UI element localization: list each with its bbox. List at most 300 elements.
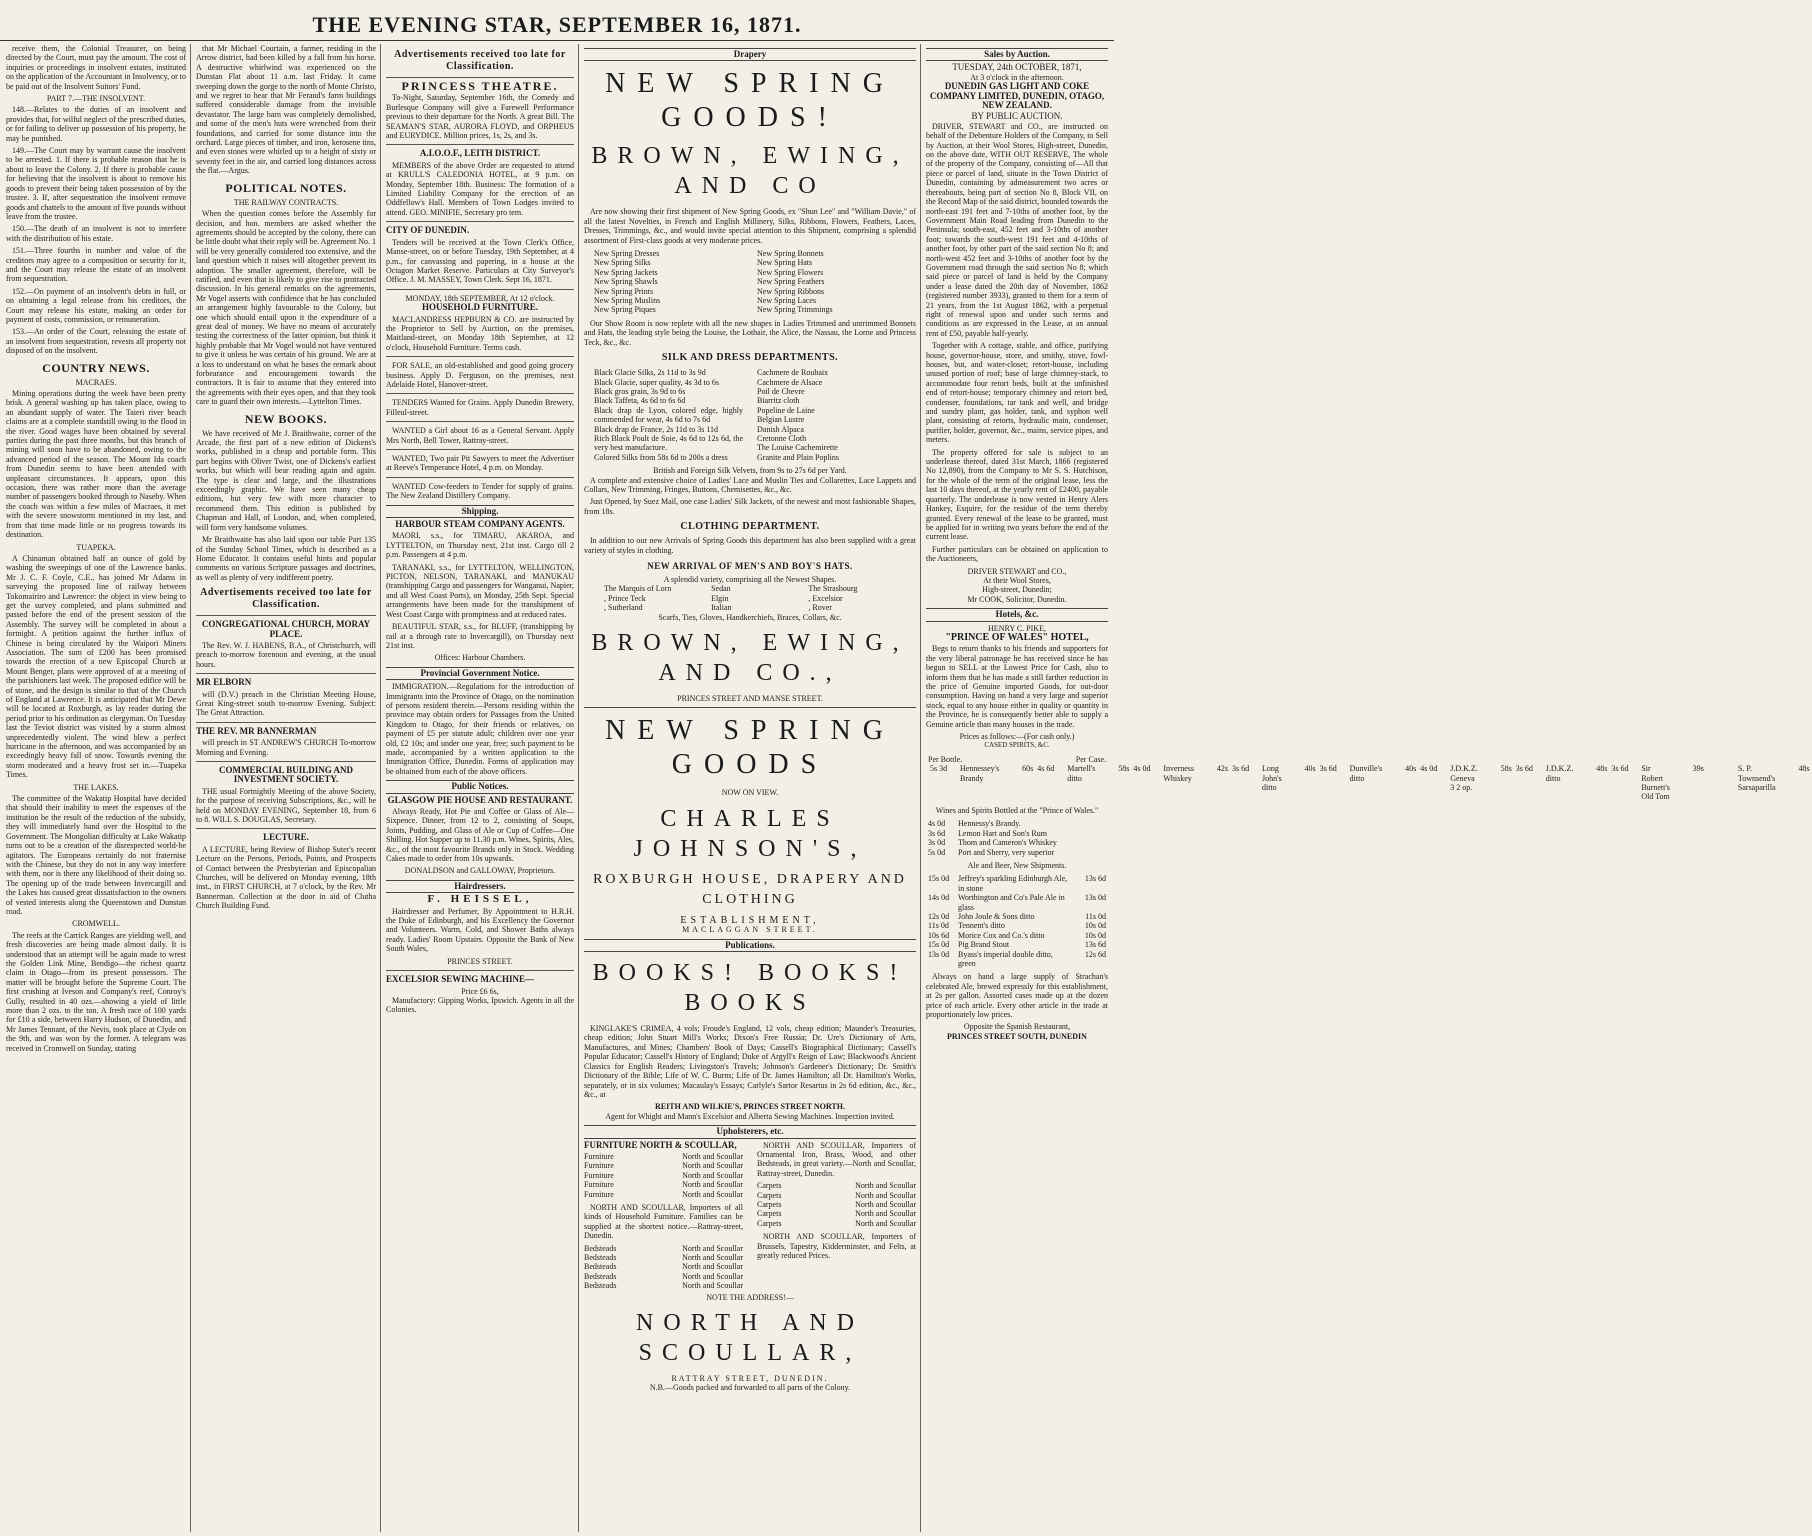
price-rows (926, 764, 1810, 802)
case-price: 48s (1798, 764, 1810, 774)
ad-body: BEAUTIFUL STAR, s.s., for BLUFF, (transhipping by rail at a through rate to Invercargill), on Thursday next 21st inst. (386, 622, 574, 650)
ad-body: Hairdresser and Perfumer, By Appointment to H.R.H. the Duke of Edinburgh, and his Excellency the Governor and Volunteers. Warm, Cold, and Shower Baths always ready. Ladies' Room Upstairs. Opposite the Bank of New South Wales, (386, 906, 574, 954)
list-item: New Spring Laces (757, 296, 817, 306)
ad-body: Further particulars can be obtained on application to the Auctioneers, (926, 544, 1108, 564)
spring-goods-left (594, 249, 743, 315)
item-value: North and Scoullar (682, 1243, 743, 1253)
section-heading: POLITICAL NOTES. (225, 180, 347, 195)
case-price: 48s (1596, 764, 1608, 774)
case-price: 42s (1216, 764, 1228, 774)
ad-title: F. HEISSEL, (427, 893, 533, 906)
price-header (926, 755, 1108, 764)
advertisement (386, 421, 574, 445)
ad-body: IMMIGRATION.—Regulations for the introduction of Immigrants into the Province of Otago, on the nomination of persons resident therein.—Persons residing within the province may obtain orders for Passages from the United Kingdom to Otago, for their friends or relatives, on payment of £5 per statute adult; children over one year old, £2 10s; and under one year, free; such payment to be made, accompanied by a written application to the Immigration Office, Dunedin. Forms of application may be obtained from each of the above officers. (386, 682, 574, 776)
bottle-price: 5s 3d (930, 764, 948, 774)
ad-title: HOUSEHOLD FURNITURE. (421, 302, 538, 313)
ad-body: MEMBERS of the above Order are requested to attend at KRULL'S CALEDONIA HOTEL, at 9 p.m. on Monday, September 18th. Business: The formation of a Limited Liability Company for the erection of an Oddfellow's Hall. Members of Town Lodges invited to attend. GEO. MINIFIE, Secretary pro tem. (386, 160, 574, 217)
section-label: Hairdressers. (386, 880, 574, 893)
bottle-price: 4s 0d (928, 819, 946, 829)
ad-body: To-Night, Saturday, September 16th, the Comedy and Burlesque Company will give a Farewell Performance previous to their departure for the North. A great Bill. The SEAMAN'S STAR, AURORA FLOYD, and ORPHEUS and EURYDICE. Million prices, 1s, 2s, and 3s. (386, 93, 574, 141)
price-row (926, 921, 1108, 930)
ad-title: CONGREGATIONAL CHURCH, MORAY PLACE. (201, 619, 371, 639)
auction-date: TUESDAY, 24th OCTOBER, 1871, (952, 62, 1082, 73)
column-5 (922, 44, 1810, 1532)
article-text: The committee of the Wakatip Hospital have decided that should their inability to meet the expenses of the institution be the result of the reduction of the subsidy, they will immediately hand over the Hospital to the Government. The Mongolian difficulty at Lake Wakatip turns out to be a creation of the disrespected world-be agitators. The Europeans certainly do not fraternise with the Chinese, but they do not in any way interfere with them, nor is there any likelihood of their doing so. The opening up of the trade between Invercargill and the Lakes has caused great dissatisfaction to the owners of vested interests along the Queenstown and Dunstan road. (6, 794, 186, 916)
display-heading: ROXBURGH HOUSE, DRAPERY AND CLOTHING (593, 871, 907, 907)
ad-title: HARBOUR STEAM COMPANY AGENTS. (395, 519, 565, 530)
ad-title: HENRY C. PIKE, (988, 623, 1046, 633)
ad-address: RATTRAY STREET, DUNEDIN. (671, 1374, 829, 1384)
item-value: North and Scoullar (682, 1271, 743, 1281)
item-value: North and Scoullar (682, 1151, 743, 1161)
item-name: John Joule & Sons ditto (958, 911, 1035, 921)
item-label: Bedsteads (584, 1271, 617, 1281)
advertisement (386, 144, 574, 217)
list-item: Black Glacie, super quality, 4s 3d to 6s (594, 377, 720, 387)
column-2 (192, 44, 380, 1532)
section-heading: NEW BOOKS. (244, 411, 328, 426)
article-text: A Chinaman obtained half an ounce of gold by washing the sweepings of one of the Lawrence banks. Mr J. C. F. Coyle, C.E., has joined Mr Adams in surveying the proposed line of railway between Tokomairiro and Lawrence: the object in view being to get the survey completed, and plans submitted and passed before the end of the present session of the Assembly. The survey will be completed in about a fortnight. A petition against the further influx of Chinese is being circulated by the Waipori Miners Association. The sum of £200 has been promised towards the erection of a new Episcopal Church at Mount Benger, plans were approved of at a meeting of the parishioners last week. The proposed edifice will be of stone, and the design is similar to that of the Church of England at Lawrence. It is anticipated that Mr Dewe will be located at Roxburgh, as lay reader during the period prior to his ordination as clergyman. On Tuesday last the Teviot district was visited by a storm almost unprecedentedly violent. The wind blew a perfect hurricane in the afternoon, and was accompanied by an exceedingly heavy fall of snow. Towards evening the storm moderated and a heavy frost set in.—Tuapeka Times. (6, 553, 186, 780)
price-row (926, 819, 1108, 828)
case-price: 13s 6d (1084, 940, 1106, 950)
ad-line: BY PUBLIC AUCTION. (971, 111, 1063, 122)
item-value: North and Scoullar (855, 1199, 916, 1209)
item-label: Furniture (584, 1180, 614, 1190)
item-label: Furniture (584, 1170, 614, 1180)
case-price: 11s 0d (1085, 911, 1106, 921)
table-row (604, 594, 896, 603)
case-price: 40s (1405, 764, 1417, 774)
ad-body: Always Ready, Hot Pie and Coffee or Glass of Ale—Sixpence. Dinner, from 12 to 2, consisting of Soups, Joints, Pudding, and Glass of Ale or Cup of Coffee—One Shilling. Hot Supper up to 11.30 p.m. Wines, Spirits, Ales, &c., of the most favourite Brands only in Stock. Wedding Cakes made to order from 10s upwards. (386, 807, 574, 864)
price-row (926, 931, 1108, 940)
bottle-price: 3s 6d (928, 828, 946, 838)
column-rule (578, 44, 579, 1532)
price-row (1035, 764, 1131, 802)
price-header-case: Per Case. (1075, 754, 1106, 764)
ad-title: THE REV. MR BANNERMAN (196, 725, 317, 736)
display-heading: NEW SPRING GOODS (605, 715, 895, 781)
ad-line: NOW ON VIEW. (721, 788, 779, 798)
section-subheading: CROMWELL. (72, 919, 120, 929)
price-row (928, 764, 1035, 802)
list-item (584, 1161, 743, 1170)
price-rows (926, 819, 1108, 857)
bedstead-rows (584, 1244, 743, 1291)
list-item: New Spring Shawls (594, 277, 658, 287)
display-heading: BROWN, EWING, AND CO., (591, 630, 909, 687)
item-value: North and Scoullar (682, 1180, 743, 1190)
section-subheading: THE LAKES. (73, 782, 119, 792)
price-row (1230, 764, 1318, 802)
table-row (604, 584, 896, 593)
bottle-price: 3s 6d (1515, 764, 1533, 774)
list-item: Colored Silks from 58s 6d to 200s a dress (594, 452, 728, 462)
item-value: North and Scoullar (682, 1189, 743, 1199)
furniture-rows (584, 1152, 743, 1199)
table-cell: The Strasbourg (808, 584, 858, 594)
ad-address: REITH AND WILKIE'S, PRINCES STREET NORTH. (655, 1102, 845, 1112)
ad-body: The property offered for sale is subject to an underlease thereof, dated 31st March, 1866 (registered No 12,890), from the Company to Mr S. S. Hutchison, for the whole of the term of the original lease, less the last 10 days thereof, at the yearly rent of £2400, payable quarterly. The underlease is now vested in Henry Alers Hankey, Esquire, for the residue of the term thereby granted. Every renewal of the lease to be granted, must be applied for in writing two years before the end of the current lease. (926, 447, 1108, 542)
item-label: Carpets (757, 1199, 782, 1209)
item-name: Port and Sherry, very superior (958, 847, 1055, 857)
table-cell: Elgin (711, 593, 729, 603)
item-label: Bedsteads (584, 1281, 617, 1291)
ad-body: NORTH AND SCOULLAR, Importers of all kinds of Household Furniture. Families can be supplied at the shortest notice.—Rattray-street, Dunedin. (584, 1202, 743, 1241)
item-name: Worthington and Co's Pale Ale in glass (958, 893, 1065, 912)
case-price (1072, 848, 1106, 857)
column-3 (382, 44, 578, 1532)
column-4 (580, 44, 920, 1532)
column-rule (920, 44, 921, 1532)
ad-date: MONDAY, 18th SEPTEMBER, At 12 o'clock. (405, 293, 555, 303)
case-price: 60s (1022, 764, 1034, 774)
section-subheading: MACRAES. (75, 377, 117, 387)
ad-body: A LECTURE, being Review of Bishop Suter's recent Lecture on the Persons, Periods, Points, and Prospects of Contact between the Presbyterian and Episcopalian Churches, will be delivered on Monday evening, 18th inst., in FIRST CHURCH, at 7 o'clock, by the Rev. Mr Bannerman. Collection at the door in aid of Clutha Church Building Fund. (196, 844, 376, 911)
advertisement (386, 289, 574, 352)
list-item: Cachmere de Alsace (757, 377, 823, 387)
bottle-price: 12s 0d (928, 911, 950, 921)
item-label: Carpets (757, 1218, 782, 1228)
list-item: Belgian Lustre (757, 415, 805, 425)
article-text: 148.—Relates to the duties of an insolvent and provides that, for wilful neglect of the prescribed duties, or for failing to deliver up possession of his property, he may be punished. (6, 105, 186, 143)
ad-line: N.B.—Goods packed and forwarded to all parts of the Colony. (649, 1383, 851, 1393)
upholstery-grid (584, 1141, 916, 1291)
silk-list-left (594, 368, 743, 462)
article-text: 153.—An order of the Court, releasing the estate of an insolvent from sequestration, revests all property not disposed of on the insolvent. (6, 327, 186, 356)
ad-title: GLASGOW PIE HOUSE AND RESTAURANT. (387, 794, 573, 805)
section-label: Sales by Auction. (926, 48, 1108, 61)
ad-body: MAORI, s.s., for TIMARU, AKAROA, and LYTTELTON, on Thursday next, 21st inst. Cargo till 2 p.m. Passengers at 4 p.m. (386, 531, 574, 560)
display-heading: BOOKS! BOOKS! BOOKS (592, 960, 908, 1017)
list-item: New Spring Prints (594, 286, 654, 296)
item-name: Hennessey's Brandy (960, 764, 1000, 783)
ad-signature: DRIVER STEWART and CO., (967, 566, 1067, 576)
divider (584, 707, 916, 708)
ad-body: will (D.V.) preach in the Christian Meeting House, Great King-street south to-morrow Evening. Subject: The Great Attraction. (196, 689, 376, 718)
item-name: Sir Robert Burnett's Old Tom (1641, 764, 1670, 802)
section-label: Publications. (584, 939, 916, 952)
section-heading: COUNTRY NEWS. (42, 360, 150, 375)
table-cell: , Prince Teck (604, 593, 646, 603)
item-label: Furniture (584, 1151, 614, 1161)
ad-address: PRINCES STREET AND MANSE STREET. (677, 694, 823, 704)
table-cell: , Rover (808, 603, 832, 613)
ad-title: A.I.O.O.F., LEITH DISTRICT. (419, 148, 541, 159)
ad-body: KINGLAKE'S CRIMEA, 4 vols; Froude's England, 12 vols, cheap edition; Maunder's Treasuries, cheap edition; John Stuart Mill's Works; Dixon's Free Russia; Dr. Ure's Dictionary of Arts, Manufactures, and Mines; Chambers' Book of Days; Cassell's Biographical Dictionary; Cassell's Popular Educator; Cassell's History of England; Duke of Argyll's Reign of Law; Blackwood's Ancient Classics for English Readers; Livingston's Travels; Johnson's Gardener's Dictionary; Dr. Smith's Dictionary of the Bible; Life of W. C. Burns; Life of Dr. James Hamilton; all Dr. Hamilton's Works, separately, or in six volumes; Macaulay's Essays; Carlyle's Sartor Resartus in 2s 6d edition, &c., &c., &c., at (584, 1024, 916, 1099)
list-item (584, 1152, 743, 1161)
ad-signature: DONALDSON and GALLOWAY, Proprietors. (404, 866, 556, 876)
price-row (1318, 764, 1419, 802)
case-price: 58s (1500, 764, 1512, 774)
case-price: 12s 6d (1084, 949, 1106, 959)
bottle-price: 4s 0d (1420, 764, 1438, 774)
item-label: Carpets (757, 1190, 782, 1200)
case-price: 10s 0d (1084, 921, 1106, 931)
price-row (926, 950, 1108, 969)
list-item: Black Taffeta, 4s 6d to 6s 6d (594, 396, 686, 406)
ad-address: MACLAGGAN STREET. (682, 925, 818, 935)
price-row (926, 912, 1108, 921)
ad-title: "PRINCE OF WALES" HOTEL, (945, 631, 1089, 643)
price-row (926, 829, 1108, 838)
case-price: 58s (1118, 764, 1130, 774)
item-name: Morice Cox and Co.'s ditto (958, 930, 1045, 940)
list-item: Cachmere de Roubaix (757, 368, 829, 378)
ad-title: DUNEDIN GAS LIGHT AND COKE COMPANY LIMITED, DUNEDIN, OTAGO, NEW ZEALAND. (929, 81, 1105, 111)
section-label: Drapery (584, 48, 916, 61)
case-price (1072, 838, 1106, 847)
carpet-rows (757, 1181, 916, 1228)
ad-body: Together with A cottage, stable, and office, purifying house, governor-house, store, and smithy, stove, fowl-houses, but, and water-closet; retort-house, including unused portion of roof; base of large chimney-stack, to accommodate four retort beds, built at the unfinished end of retort-house; temporary chimney and retort bed, condenser, foundations, tar tank and well, and bridge and sundry plant, gas holder, tank, and syphon well plant, consisting of retorts, hydraulic main, condenser, purifier, holder, governor, &c., mains, service pipes, and meters. (926, 341, 1108, 445)
auction-time: At 3 o'clock in the afternoon. (970, 72, 1064, 82)
ad-body: DRIVER, STEWART and CO., are instructed on behalf of the Debenture Holders of the Company, to Sell by Auction, at their Wool Stores, High-street, Dunedin, on the above date, WITH OUT RESERVE, The whole of the property of the Company, consisting of—All that piece or parcel of land, situate in the Town District of Dunedin, containing by admeasurement two acres or thereabouts, being part of section No 8, Block VII, on the Record Map of the said district, bounded towards the north-east 191 feet and 7-10ths of another foot, by the Government Main Road leading from Dunedin to the Peninsula; south-east, 452 feet and 3-10ths of another foot; towards the south-west 191 feet and 4-10ths of another foot, by other part of the said section No 8; and north-west 452 feet and 3-10ths of another foot by the Government road through the said section No 8; which said piece or parcel of land is held by the Company under a lease dated the 20th day of November, 1862 (registered number 3933), granted to them for a term of 21 years, from the 1st August 1862, with a perpetual right of renewal upon and under such terms and conditions as are expressed in the Lease, at an annual rent of £50, payable half-yearly. (926, 121, 1108, 338)
bottle-price (1708, 764, 1738, 802)
list-item: Rich Black Poult de Soie, 4s 6d to 12s 6d, the very best manufacture. (594, 433, 743, 453)
price-row (926, 893, 1108, 912)
ad-line: Prices as follows:—(For cash only.) (959, 732, 1075, 742)
item-value: North and Scoullar (855, 1218, 916, 1228)
silk-list (594, 368, 906, 462)
ad-title: COMMERCIAL BUILDING AND INVESTMENT SOCIETY. (218, 765, 353, 785)
bottle-price: 5s 0d (928, 847, 946, 857)
ad-body: Manufactory: Gipping Works, Ipswich. Agents in all the Colonies. (386, 995, 574, 1015)
item-label: Furniture (584, 1189, 614, 1199)
section-heading: NEW ARRIVAL OF MEN'S AND BOY'S HATS. (647, 561, 853, 571)
list-item: The Louise Cachemirette (757, 443, 838, 453)
ad-line: Scarfs, Ties, Gloves, Handkerchiefs, Braces, Collars, &c. (658, 612, 842, 622)
item-label: Bedsteads (584, 1262, 617, 1272)
price-list (926, 754, 1810, 802)
price-header-bottle: Per Bottle. (928, 754, 963, 764)
ad-body: Begs to return thanks to his friends and supporters for the very liberal patronage he has received since he has begun to SELL at the Lowest Price for Cash, also to inform them that he has made a still farther reduction in the price of Genuine imported Goods, for out-door consumption. Having on hand a very large and superior stock, equal to any house either in quality or quantity in the Province, he is consequently better able to supply a Genuine article than many houses in the trade. (926, 644, 1108, 729)
advertisement (386, 356, 574, 389)
spring-goods-right (757, 249, 906, 315)
ad-body: FOR SALE, an old-established and good going grocery business. Apply D. Ferguson, on the premises, next Adelaide Hotel, Hanover-street. (386, 361, 574, 389)
hats-table (584, 584, 916, 612)
ad-signature: At their Wool Stores, (983, 575, 1051, 585)
bottle-price: 10s 6d (928, 930, 950, 940)
list-item: New Spring Flowers (757, 267, 824, 277)
ad-body: THE usual Fortnightly Meeting of the above Society, for the purpose of receiving Subscriptions, &c., will be held on MONDAY EVENING, September 18, from 6 to 8. WILL S. DOUGLAS, Secretary. (196, 786, 376, 825)
ad-title: FURNITURE NORTH & SCOULLAR, (584, 1139, 737, 1150)
article-text: When the question comes before the Assembly for decision, and hon. members are asked whether the agreements should be accepted by the colony, there can be little doubt what their reply will be. Agreement No. 1 will be very generally considered too extensive, and the land question which it raises will altogether prevent its adoption. The smaller agreement, therefore, will be ratified, and even that is likely to give rise to protracted discussion. In his general remarks on the agreements, Mr Vogel asserts with confidence that he has concluded an arrangement highly favourable to the Colony, but one which should entail upon it the expenditure of a great deal of money. We have no means of accurately testing the correctness of the latter opinion, but think it highly probable that Mr Vogel would not have ventured to give it unless he was certain of his ground. We are at a loss to understand on what he bases the remark about forbearance and encouragement towards the contractors. It is fair to assume that they entered into the agreements with their eyes open, and that they took care to guard their own interests.—Lyttelton Times. (196, 209, 376, 407)
table-cell: , Excelsior (808, 593, 843, 603)
advertisement (196, 673, 376, 718)
silk-list-right (757, 368, 906, 462)
ad-address: PRINCES STREET. (447, 956, 513, 966)
price-row (1706, 764, 1812, 802)
list-item: Black drap de Lyon, colored edge, highly commended for wear, 4s 6d to 7s 6d (594, 405, 743, 425)
price-row (926, 874, 1108, 893)
ad-body: WANTED a Girl about 16 as a General Servant. Apply Mrs North, Bell Tower, Rattray-street. (386, 426, 574, 445)
display-heading: BROWN, EWING, AND CO (591, 143, 909, 200)
bottle-price: 14s 0d (928, 893, 950, 903)
advertisement (386, 393, 574, 417)
ad-body: Always on hand a large supply of Strachan's celebrated Ale, brewed expressly for this establishment, at 2s per gallon. Assorted cases made up at the dozen price of each article. Every other article in the trade at proportionately low prices. (926, 972, 1108, 1019)
section-label: Upholsterers, etc. (584, 1125, 916, 1138)
bottle-price: 3s 6d (1231, 764, 1250, 774)
list-item (757, 1181, 916, 1190)
item-value: North and Scoullar (682, 1262, 743, 1272)
item-name: J.D.K.Z. Geneva 3 2 op. (1450, 764, 1478, 793)
case-price (1072, 819, 1106, 828)
price-row (1131, 764, 1230, 802)
list-item: New Spring Silks (594, 258, 651, 268)
advertisement (196, 828, 376, 910)
advertisement (196, 761, 376, 824)
article-text: that Mr Michael Courtain, a farmer, residing in the Arrow district, had been killed by a fall from his horse. A destructive whirlwind was experienced on the Dunstan Flat about 11 a.m. last Friday. It came sweeping down the gorge to the north of Monte Christo, and we regret to hear that Mr Ferand's farm buildings suffered considerable damage from the invisible devastator. The large barn was completely demolished, and some of the men's huts were wrenched from their foundations, and carried for some distance into the orchard. Large pieces of timber, and iron, kerosene tins, and even stones were whirled up to a height of sixty or seventy feet in the air, and carried long distances across the flat.—Argus. (196, 44, 376, 176)
list-item (757, 1209, 916, 1218)
item-name: Hennessy's Brandy. (958, 819, 1021, 829)
advertisement (196, 615, 376, 669)
item-name: Pig Brand Stout (958, 940, 1010, 950)
table-row (604, 603, 896, 612)
bottle-price: 15s 0d (928, 874, 950, 884)
price-row (1418, 764, 1514, 802)
list-item: New Spring Dresses (594, 249, 660, 259)
price-row (1609, 764, 1706, 802)
item-value: North and Scoullar (682, 1170, 743, 1180)
section-heading: SILK AND DRESS DEPARTMENTS. (661, 352, 839, 364)
item-label: Carpets (757, 1209, 782, 1219)
list-item (584, 1281, 743, 1290)
item-name: Tennent's ditto (958, 921, 1005, 931)
ad-signature: Mr COOK, Solicitor, Dunedin. (967, 594, 1067, 604)
ad-body: The Rev. W. J. HABENS, B.A., of Christchurch, will preach to-morrow forenoon and evening, at the usual hours. (196, 640, 376, 669)
article-text: 151.—Three fourths in number and value of the creditors may agree to a composition or security for it, and the Court may release the estate of an insolvent from sequestration. (6, 246, 186, 284)
list-item (757, 1191, 916, 1200)
article-text: Mr Braithwaite has also laid upon our table Part 135 of the Sunday School Times, which is described as a Home Educator. It contains useful hints and popular comments on various Scripture passages and doctrines, as well as plenty of very indifferent poetry. (196, 535, 376, 582)
display-heading: NORTH AND SCOULLAR, (636, 1310, 864, 1367)
bottle-price: 3s 6d (1319, 764, 1337, 774)
ad-title: EXCELSIOR SEWING MACHINE— (386, 974, 535, 985)
list-item (757, 1200, 916, 1209)
ad-body: In addition to our new Arrivals of Spring Goods this department has also been supplied with a great variety of styles in clothing. (584, 536, 916, 555)
item-value: North and Scoullar (855, 1209, 916, 1219)
ad-body: WANTED Cow-feeders to Tender for supply of grains. The New Zealand Distillery Company. (386, 481, 574, 501)
list-item: Danish Alpaca (757, 424, 804, 434)
item-value: North and Scoullar (855, 1181, 916, 1191)
column-rule (190, 44, 191, 1532)
bottle-price: 13s 0d (928, 949, 950, 959)
list-item: New Spring Piques (594, 305, 656, 315)
ad-title: MR ELBORN (196, 677, 252, 688)
case-price: 10s 0d (1084, 930, 1106, 940)
table-cell: The Marquis of Lorn (604, 584, 672, 594)
section-label: Provincial Government Notice. (386, 667, 574, 680)
ad-body: NORTH AND SCOULLAR, Importers of Ornamental Iron, Brass, Wood, and other Bedsteads, in great variety.—North and Scoullar, Rattray-street, Dunedin. (757, 1140, 916, 1178)
list-item: New Spring Muslins (594, 296, 661, 306)
case-price: 39s (1692, 764, 1704, 774)
section-label: Public Notices. (386, 780, 574, 793)
case-price: 13s 6d (1084, 874, 1106, 884)
list-item: Poil de Chevre (757, 386, 805, 396)
item-name: Byass's imperial double ditto, green (958, 949, 1053, 968)
article-text: receive them, the Colonial Treasurer, on being directed by the Court, must pay the amount. The cost of inquiries or proceedings in insolvent estates, instituted on the application of the Accountant in Insolvency, or to be paid out of the Insolvent Suitors' Fund. (6, 44, 186, 91)
section-label: Hotels, &c. (926, 608, 1108, 621)
ad-title: PRINCESS THEATRE. (401, 79, 559, 93)
ad-body: TENDERS Wanted for Grains. Apply Dunedin Brewery, Filleul-street. (386, 398, 574, 417)
advertisement (386, 449, 574, 473)
bottle-price: 3s 0d (928, 838, 946, 848)
article-text: 149.—The Court may by warrant cause the insolvent to be arrested. 1. If there is probable reason that he is about to leave the Colony. 2. If there is probable cause for believing that the insolvent is about to remove his goods to prevent their being taken possession of by the trustee. 3. If, after sequestration the insolvent remove goods and chattels to the amount of five pounds without leave from the trustee. (6, 146, 186, 221)
price-row (926, 848, 1108, 857)
section-subheading: THE RAILWAY CONTRACTS. (233, 197, 339, 207)
display-heading: CHARLES JOHNSON'S, (633, 805, 867, 862)
section-label: Shipping. (386, 505, 574, 518)
advertisement (386, 221, 574, 284)
item-name: S. P. Townsend's Sarsaparilla (1737, 764, 1776, 793)
bottle-price: 11s 0d (928, 921, 949, 931)
table-cell: , Sutherland (604, 603, 643, 613)
list-item: Biarritz cloth (757, 396, 800, 406)
item-label: Furniture (584, 1161, 614, 1171)
list-item (584, 1190, 743, 1199)
table-cell: Italian (711, 603, 732, 613)
ad-line: Ale and Beer, New Shipments. (967, 860, 1067, 870)
item-name: Long John's ditto (1261, 764, 1282, 793)
price-rows (926, 874, 1108, 968)
list-item: Popeline de Laine (757, 405, 815, 415)
item-name: Dunville's ditto (1349, 764, 1383, 783)
bottle-price: 15s 0d (928, 940, 950, 950)
item-value: North and Scoullar (682, 1253, 743, 1262)
list-item: Cretonne Cloth (757, 433, 807, 443)
advertisement (196, 722, 376, 757)
item-name: Jeffrey's sparkling Edinburgh Ale, in stone (958, 874, 1068, 893)
item-name: Thom and Cameron's Whiskey (958, 838, 1057, 848)
ad-line: ESTABLISHMENT, (680, 914, 820, 926)
section-subheading: TUAPEKA. (76, 542, 116, 552)
table-cell: Sedan (711, 584, 731, 594)
ad-body: Just Opened, by Suez Mail, one case Ladies' Silk Jackets, of the newest and most fashionable Shapes, from 18s. (584, 497, 916, 516)
masthead-title: THE EVENING STAR, SEPTEMBER 16, 1871. (312, 12, 802, 37)
advertisement (386, 970, 574, 1015)
masthead (0, 0, 1114, 41)
list-item (584, 1180, 743, 1189)
item-name: Martell's ditto (1067, 764, 1096, 783)
ad-title: CITY OF DUNEDIN. (386, 225, 470, 236)
ad-line: Agent for Whight and Mann's Excelsior and Alberta Sewing Machines. Inspection invited. (605, 1111, 895, 1121)
article-text: We have received of Mr J. Braithwaite, corner of the Arcade, the first part of a new edition of Dickens's works, published in a cheap and portable form. This part begins with Oliver Twist, one of Dickens's earliest works, but which will bear reading again and again. The type is clear and large, and the illustrations exceedingly graphic. We have seen many cheap editions, but very few with more character to recommend them. This edition is published by Chapman and Hall, of London, and, when completed, will form very handsome volumes. (196, 428, 376, 532)
list-item (584, 1272, 743, 1281)
list-item: Black gros grain, 3s 9d to 6s (594, 386, 686, 396)
article-text: 152.—On payment of an insolvent's debts in full, or on obtaining a legal release from his creditors, the Court may release his estate, making an order for payment of costs, commission, or remuneration. (6, 286, 186, 324)
advertisement (386, 77, 574, 140)
item-label: Carpets (757, 1181, 782, 1191)
ad-body: WANTED, Two pair Pit Sawyers to meet the Advertiser at Reeve's Temperance Hotel, 4 p.m. on Monday. (386, 454, 574, 473)
case-price: 13s 0d (1084, 893, 1106, 903)
list-item (584, 1244, 743, 1253)
ad-footer: Offices: Harbour Chambers. (434, 653, 526, 663)
item-name: Lemon Hart and Son's Rum (958, 828, 1047, 838)
ad-body: Our Show Room is now replete with all the new shapes in Ladies Trimmed and untrimmed Bonnets and Hats, the leading style being the Louise, the Lothair, the Alice, the Nassau, the Lorne and Princess Teck, &c., &c. (584, 318, 916, 347)
iron-block (757, 1141, 916, 1291)
list-item: New Spring Feathers (757, 277, 825, 287)
list-item: Black Glacie Silks, 2s 11d to 3s 9d (594, 368, 706, 378)
price-row (1514, 764, 1610, 802)
advertisement (386, 477, 574, 501)
bottle-price: 4s 6d (1037, 764, 1055, 774)
list-item: New Spring Bonnets (757, 249, 824, 259)
section-heading: Advertisements received too late for Classification. (200, 587, 372, 611)
ad-line: CASED SPIRITS, &C. (984, 741, 1050, 750)
list-item: New Spring Trimmings (757, 305, 833, 315)
item-value: North and Scoullar (682, 1161, 743, 1171)
list-item: New Spring Hats (757, 258, 813, 268)
column-rule (380, 44, 381, 1532)
list-item: Granite and Plain Poplins (757, 452, 839, 462)
